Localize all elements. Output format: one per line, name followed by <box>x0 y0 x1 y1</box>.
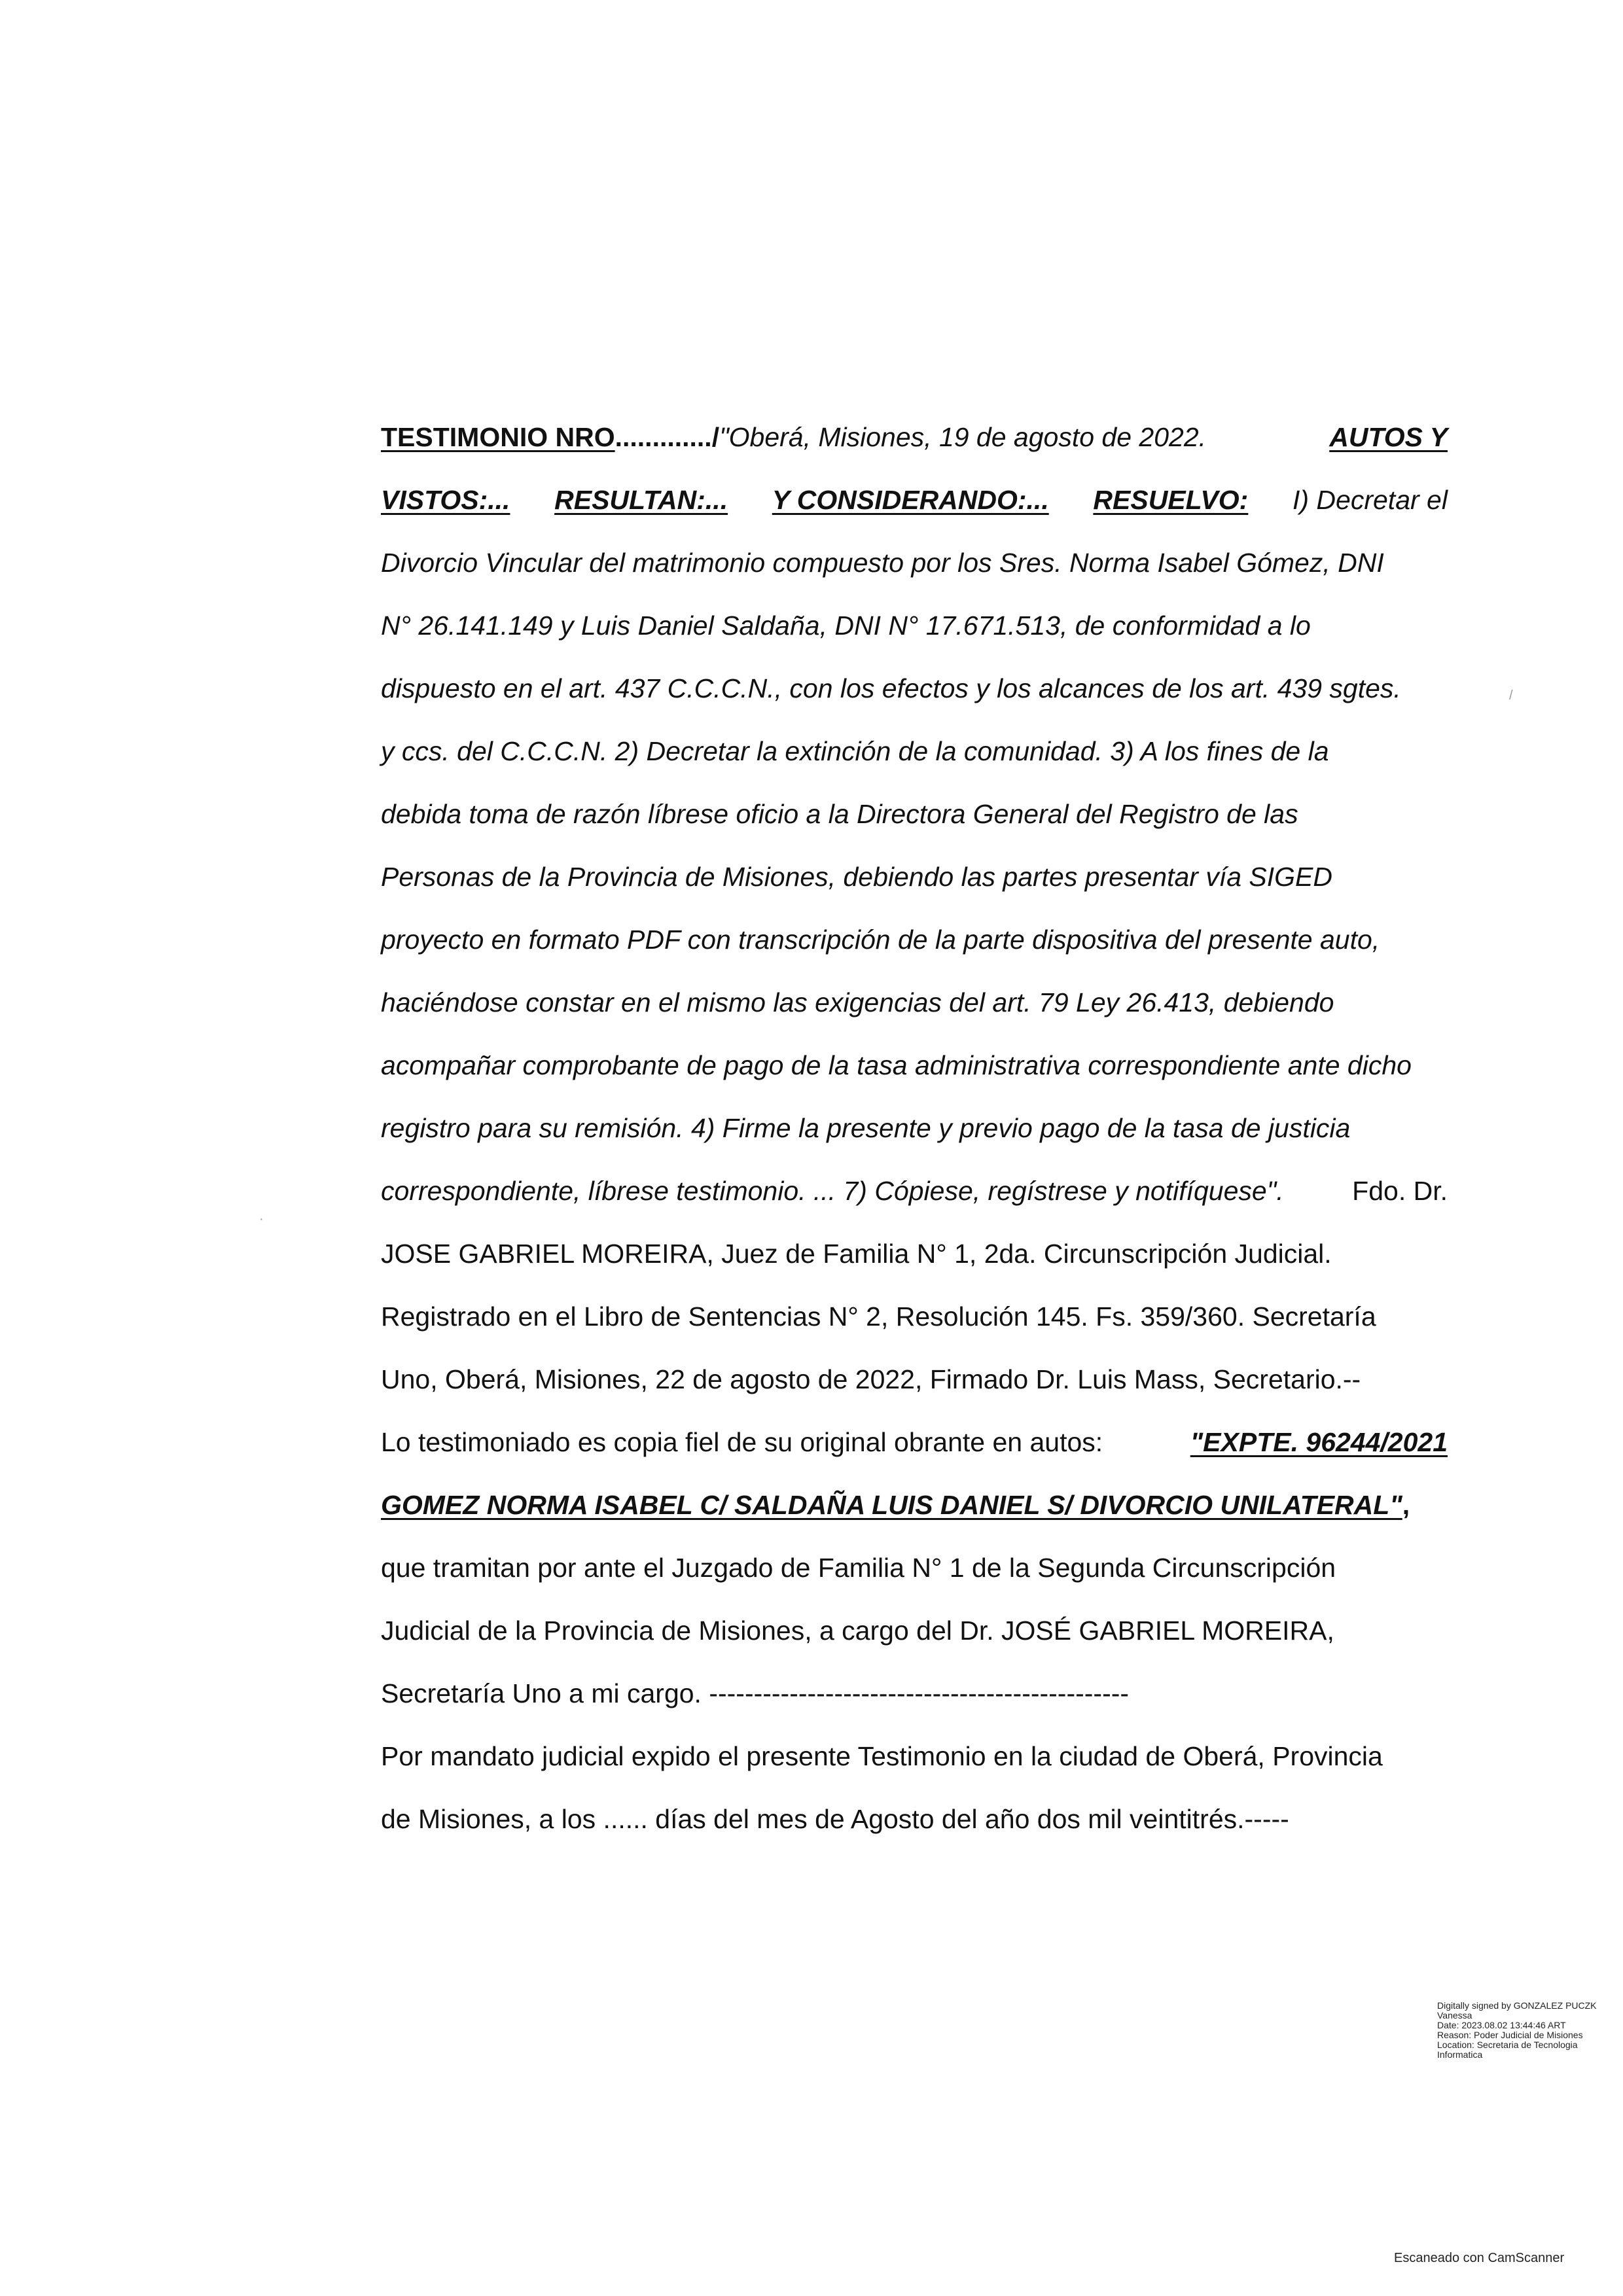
text-line-8 <box>381 845 1448 908</box>
resuelvo-label: RESUELVO: <box>1093 485 1249 515</box>
digital-signature-block <box>1437 2001 1607 2060</box>
text-line-22 <box>381 1725 1448 1788</box>
text-line-18 <box>381 1474 1448 1536</box>
text-line-6 <box>381 720 1448 783</box>
line-text: proyecto en formato PDF con transcripción de la parte dispositiva del presente auto, <box>381 925 1380 955</box>
case-title: GOMEZ NORMA ISABEL C/ SALDAÑA LUIS DANIEL S/ DIVORCIO UNILATERAL" <box>381 1490 1402 1520</box>
text-line-10 <box>381 971 1448 1034</box>
line-text: Personas de la Provincia de Misiones, debiendo las partes presentar vía SIGED <box>381 862 1332 892</box>
line-text: Secretaría Uno a mi cargo. ----------------------------------------------- <box>381 1678 1130 1708</box>
text-line-2 <box>381 468 1448 531</box>
copy-statement-text: Lo testimoniado es copia fiel de su original obrante en autos: <box>381 1427 1103 1457</box>
text-line-11 <box>381 1034 1448 1097</box>
scan-speck: · <box>259 1212 264 1226</box>
autos-y-label: AUTOS Y <box>1329 422 1448 452</box>
closing-quote-text: correspondiente, líbrese testimonio. ... 7) Cópiese, regístrese y notifíquese". <box>381 1176 1284 1206</box>
text-line-4 <box>381 594 1448 657</box>
text-line-14 <box>381 1222 1448 1285</box>
text-line-20 <box>381 1599 1448 1662</box>
line-text: debida toma de razón líbrese oficio a la Directora General del Registro de las <box>381 799 1298 829</box>
line-text: haciéndose constar en el mismo las exigencias del art. 79 Ley 26.413, debiendo <box>381 987 1334 1017</box>
line-text: JOSE GABRIEL MOREIRA, Juez de Familia N° 1, 2da. Circunscripción Judicial. <box>381 1239 1332 1269</box>
line-text: registro para su remisión. 4) Firme la presente y previo pago de la tasa de justicia <box>381 1113 1351 1143</box>
signature-line: Vanessa <box>1437 2010 1472 2021</box>
text-line-21 <box>381 1662 1448 1725</box>
scanner-watermark: Escaneado con CamScanner <box>1394 2251 1565 2265</box>
scan-speck: / <box>1509 688 1513 703</box>
text-line-13 <box>381 1159 1448 1222</box>
line-text: que tramitan por ante el Juzgado de Familia N° 1 de la Segunda Circunscripción <box>381 1553 1336 1583</box>
considerando-label: Y CONSIDERANDO:... <box>772 485 1049 515</box>
line-text: de Misiones, a los ...... días del mes de Agosto del año dos mil veintitrés.----- <box>381 1804 1289 1834</box>
line-text: y ccs. del C.C.C.N. 2) Decretar la extinción de la comunidad. 3) A los fines de la <box>381 736 1329 766</box>
line-text: Uno, Oberá, Misiones, 22 de agosto de 2022, Firmado Dr. Luis Mass, Secretario.-- <box>381 1364 1361 1394</box>
document-body <box>381 406 1448 1850</box>
line-text: Judicial de la Provincia de Misiones, a cargo del Dr. JOSÉ GABRIEL MOREIRA, <box>381 1616 1334 1646</box>
resultan-label: RESULTAN:... <box>554 485 728 515</box>
testimonio-number-blank: ............./ <box>615 422 720 452</box>
line-text: Por mandato judicial expido el presente Testimonio en la ciudad de Oberá, Provincia <box>381 1741 1383 1771</box>
text-line-1 <box>381 406 1448 468</box>
signature-line: Reason: Poder Judicial de Misiones <box>1437 2030 1583 2040</box>
text-line-23 <box>381 1788 1448 1850</box>
resolution-date: "Oberá, Misiones, 19 de agosto de 2022. <box>719 422 1207 452</box>
signature-line: Informatica <box>1437 2049 1483 2060</box>
text-line-15 <box>381 1285 1448 1348</box>
text-line-17 <box>381 1411 1448 1474</box>
line-text: N° 26.141.149 y Luis Daniel Saldaña, DNI N° 17.671.513, de conformidad a lo <box>381 610 1311 641</box>
text-line-9 <box>381 908 1448 971</box>
text-line-16 <box>381 1348 1448 1411</box>
text-line-7 <box>381 783 1448 845</box>
case-title-comma: , <box>1402 1490 1410 1520</box>
text-line-5 <box>381 657 1448 720</box>
testimonio-heading: TESTIMONIO NRO <box>381 422 615 452</box>
text-line-3 <box>381 531 1448 594</box>
text-line-19 <box>381 1536 1448 1599</box>
vistos-label: VISTOS:... <box>381 485 510 515</box>
text-line-12 <box>381 1097 1448 1159</box>
signature-line: Date: 2023.08.02 13:44:46 ART <box>1437 2020 1566 2030</box>
case-number: "EXPTE. 96244/2021 <box>1190 1427 1448 1457</box>
signed-by-text: Fdo. Dr. <box>1352 1176 1448 1206</box>
signature-line: Digitally signed by GONZALEZ PUCZK <box>1437 2000 1597 2011</box>
line-text: acompañar comprobante de pago de la tasa administrativa correspondiente ante dicho <box>381 1050 1412 1080</box>
line-text: Divorcio Vincular del matrimonio compuesto por los Sres. Norma Isabel Gómez, DNI <box>381 548 1384 578</box>
signature-line: Location: Secretaria de Tecnologia <box>1437 2040 1578 2050</box>
decretar-text: I) Decretar el <box>1293 485 1448 515</box>
line-text: Registrado en el Libro de Sentencias N° 2, Resolución 145. Fs. 359/360. Secretaría <box>381 1301 1376 1332</box>
line-text: dispuesto en el art. 437 C.C.C.N., con los efectos y los alcances de los art. 439 sgtes. <box>381 673 1401 703</box>
